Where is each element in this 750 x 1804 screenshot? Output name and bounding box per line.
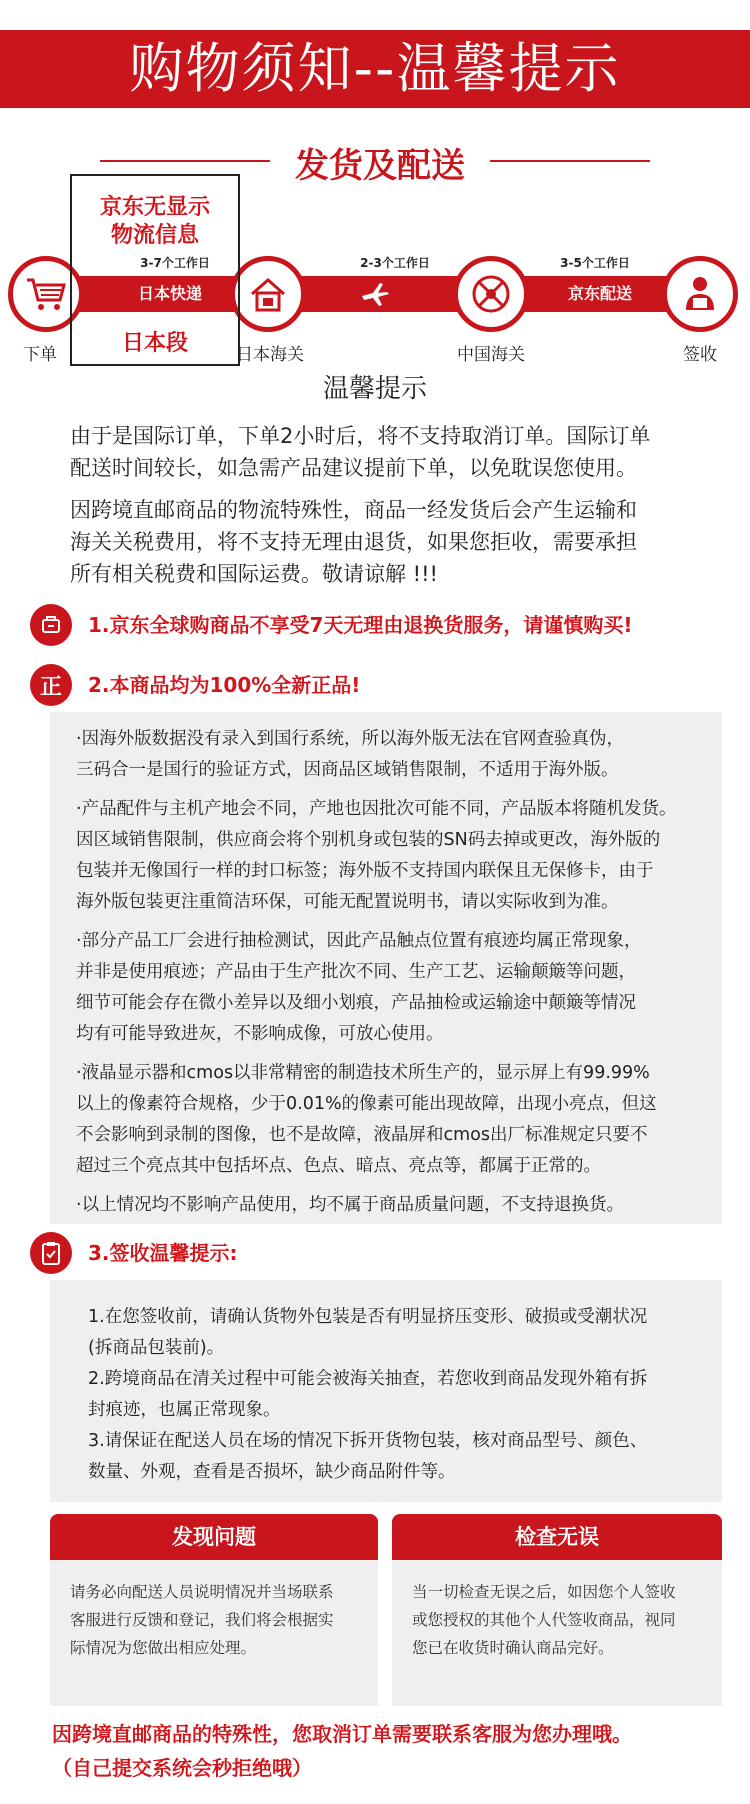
header-banner [0,30,750,108]
airplane-icon [360,280,390,308]
tips-p2-line: 所有相关税费和国际运费。敬请谅解 !!! [70,562,438,586]
card-check-ok [392,1514,722,1706]
note-line: 因区域销售限制，供应商会将个别机身或包装的SN码去掉或更改，海外版的 [76,830,661,850]
card-line: 当一切检查无误之后，如因您个人签收 [412,1583,676,1601]
days-label-1: 3-7个工作日 [140,256,210,270]
note-line: 不会影响到录制的图像，也不是故障，液晶屏和cmos出厂标准规定只要不 [76,1125,648,1145]
tips-p2-line: 海关关税费用，将不支持无理由退货，如果您拒收，需要承担 [70,530,637,554]
note-line: 3.请保证在配送人员在场的情况下拆开货物包装，核对商品型号、颜色、 [88,1431,648,1451]
card-line: 或您授权的其他个人代签收商品，视同 [412,1611,676,1629]
step-label-cn-customs: 中国海关 [457,345,525,365]
no-tracking-line1: 京东无显示 [99,195,210,220]
note-line: ·以上情况均不影响产品使用，均不属于商品质量问题，不支持退换货。 [76,1195,625,1215]
note-line: 2.跨境商品在清关过程中可能会被海关抽查，若您收到商品发现外箱有拆 [88,1369,648,1389]
card-found-problem [50,1514,378,1706]
page-title: 购物须知--温馨提示 [129,37,621,100]
note-line: 1.在您签收前，请确认货物外包装是否有明显挤压变形、破损或受潮状况 [88,1307,648,1327]
tips-p2-line: 因跨境直邮商品的物流特殊性，商品一经发货后会产生运输和 [70,498,637,522]
customs-emblem-icon [468,271,514,317]
footer-cancel-note: 因跨境直邮商品的特殊性，您取消订单需要联系客服为您办理哦。 [52,1722,632,1746]
card-line: 客服进行反馈和登记，我们将会根据实 [70,1611,334,1629]
notice-receipt-tips: 3.签收温馨提示: [88,1241,238,1265]
tips-p1-line: 配送时间较长，如急需产品建议提前下单，以免耽误您使用。 [70,456,637,480]
segment-label-3: 京东配送 [567,284,632,303]
days-label-3: 3-5个工作日 [560,256,630,270]
card-line: 您已在收货时确认商品完好。 [412,1639,614,1657]
clipboard-check-icon [30,1232,72,1274]
note-line: 包装并无像国行一样的封口标签；海外版不支持国内联保且无保修卡，由于 [76,861,654,881]
note-line: ·因海外版数据没有录入到国行系统，所以海外版无法在官网查验真伪， [76,729,625,749]
step-jp-customs [230,256,306,332]
notice-no-return: 1.京东全球购商品不享受7天无理由退换货服务，请谨慎购买! [88,613,633,637]
segment-label-1: 日本快递 [137,284,202,303]
section-title: 发货及配送 [295,146,465,186]
note-line: 并非是使用痕迹；产品由于生产批次不同、生产工艺、运输颠簸等问题， [76,962,636,982]
step-label-jp-customs: 日本海关 [236,345,304,365]
note-line: ·产品配件与主机产地会不同，产地也因批次可能不同，产品版本将随机发货。 [76,799,677,819]
card-line: 际情况为您做出相应处理。 [70,1639,257,1657]
tips-p1-line: 由于是国际订单，下单2小时后，将不支持取消订单。国际订单 [70,424,651,448]
jp-segment-label: 日本段 [121,331,188,356]
receipt-notes-panel [50,1280,722,1502]
divider-right [490,160,650,162]
card-found-problem-title: 发现问题 [50,1514,378,1560]
genuine-notes-panel [50,712,722,1224]
note-line: 细节可能会存在微小差异以及细小划痕，产品抽检或运输途中颠簸等情况 [76,993,636,1013]
step-receive [662,256,738,332]
step-label-order: 下单 [23,345,57,365]
note-line: 均有可能导致进灰，不影响成像，可放心使用。 [76,1024,444,1044]
step-label-receive: 签收 [683,345,717,365]
card-check-ok-title: 检查无误 [392,1514,722,1560]
cart-icon [24,274,68,314]
delivery-person-icon [678,272,722,316]
tips-paragraph-1 [70,420,710,484]
return-icon [30,604,72,646]
tips-paragraph-2 [70,494,710,590]
notice-genuine: 2.本商品均为100%全新正品! [88,673,361,697]
note-line: 封痕迹，也属正常现象。 [88,1400,281,1420]
note-line: 数量、外观，查看是否损坏，缺少商品附件等。 [88,1462,456,1482]
note-line: (拆商品包装前)。 [88,1338,225,1358]
footer-cancel-note-2: （自己提交系统会秒拒绝哦） [52,1756,312,1780]
card-line: 请务必向配送人员说明情况并当场联系 [70,1583,334,1601]
note-line: ·部分产品工厂会进行抽检测试，因此产品触点位置有痕迹均属正常现象， [76,931,642,951]
note-line: 三码合一是国行的验证方式，因商品区域销售限制，不适用于海外版。 [76,760,619,780]
note-line: 海外版包装更注重简洁环保，可能无配置说明书，请以实际收到为准。 [76,892,619,912]
note-line: 以上的像素符合规格，少于0.01%的像素可能出现故障，出现小亮点，但这 [76,1094,657,1114]
customs-building-icon [246,274,290,314]
step-cn-customs [453,256,529,332]
tips-title: 温馨提示 [322,374,427,404]
note-line: ·液晶显示器和cmos以非常精密的制造技术所生产的，显示屏上有99.99% [76,1063,650,1083]
genuine-icon: 正 [30,664,72,706]
no-tracking-line2: 物流信息 [110,223,199,248]
days-label-2: 2-3个工作日 [360,256,430,270]
note-line: 超过三个亮点其中包括坏点、色点、暗点、亮点等，都属于正常的。 [76,1156,601,1176]
divider-left [100,160,270,162]
